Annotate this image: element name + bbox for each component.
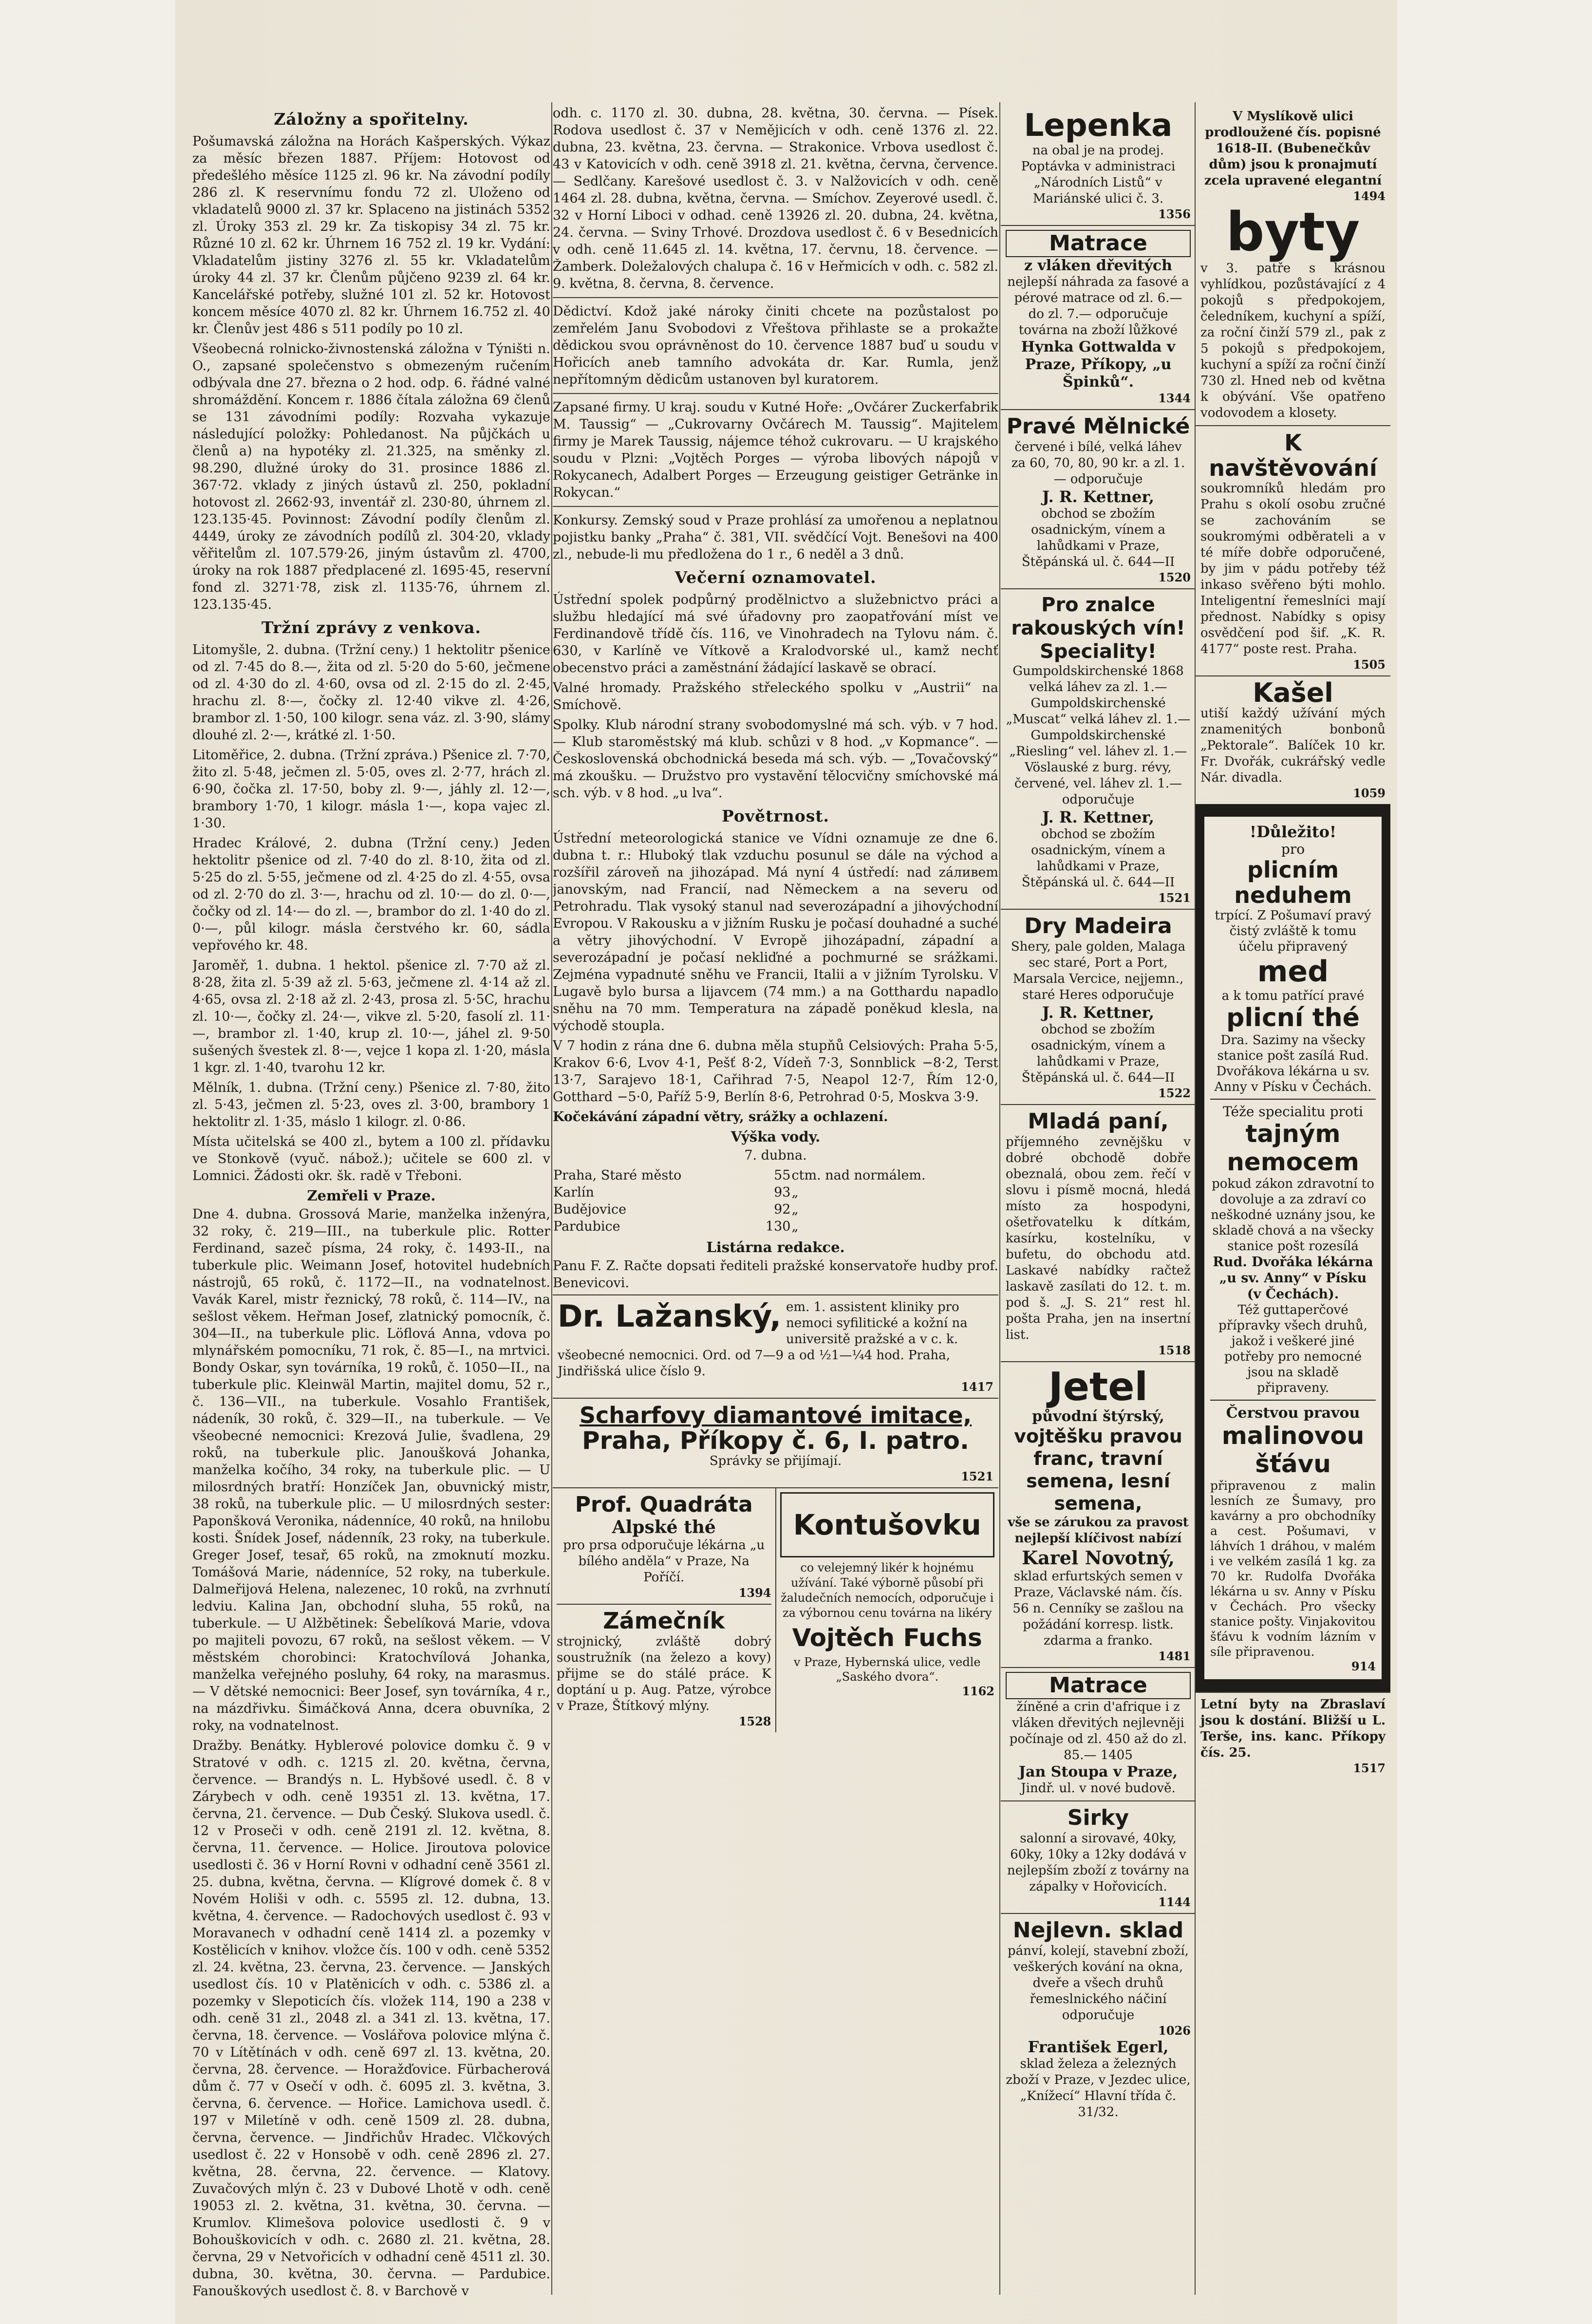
ad-matrace-firm: Hynka Gottwalda v Praze, Příkopy, „u Špinků“.	[1021, 338, 1176, 391]
ad-byty	[1196, 105, 1390, 425]
water-level-table	[553, 1167, 998, 1235]
water-level-place: Praha, Staré město	[553, 1168, 682, 1183]
section-heading-povetrnost: Povětrnost.	[721, 806, 830, 825]
ad-matrace-text: nejlepší náhrada za fasové a pérové matrace od zl. 6.— do zl. 7.— odporučuje továrna na zboží lůžkové	[1007, 275, 1189, 337]
ad-jetel-title: Jetel	[1049, 1364, 1148, 1409]
ad-kettner-text: obchod se zbožím osadnickým, vínem a lahůdkami v Praze, Štěpánská ul. č. 644—II	[1021, 506, 1175, 569]
water-level-note: „	[791, 1219, 799, 1234]
ad-znalce-title: Pro znalce rakouských vín! Speciality!	[1011, 594, 1185, 663]
ad-melnicke	[1001, 409, 1196, 588]
ad-sklad-text: pánví, kolejí, stavební zboží, veškerých kování na okna, dveře a všech druhů řemeslnického náčiní odporučuje	[1007, 1944, 1189, 2023]
article-text: Mělník, 1. dubna. (Tržní ceny.) Pšenice zl. 7·80, žito zl. 5·43, ječmen zl. 5·23, oves zl. 3·00, brambory 1 hektolitr zl. 1·35, máslo 1 kilogr. zl. 0·86.	[192, 1080, 550, 1129]
ad-matrace2-text: žíněné a crin d'afrique i z vláken dřevitých nejlevněji počínaje od zl. 450 až do zl. 85.— 1405	[1009, 1700, 1187, 1762]
ad-kettner-name: J. R. Kettner,	[1042, 1003, 1155, 1022]
ad-number: 1144	[1158, 1895, 1191, 1909]
article-text: Jaroměř, 1. dubna. 1 hektol. pšenice zl. 7·70 až zl. 8·28, žita zl. 5·39 až zl. 5·63, ječmene zl. 4·14 až zl. 4·65, ovsa zl. 2·18 až zl. 2·43, prosa zl. 5·5C, hrachu zl. 10·—, čočky zl. 24·—, vikve zl. 5·20, fasolí zl. 11·—, brambor zl. 1·40, krup zl. 10·—, jáhel zl. 9·50 sušených švestek zl. 8·—, vejce 1 kopa zl. 1·20, másla 1 kgr. zl. 1·40, tvarohu 12 kr.	[192, 958, 550, 1075]
ad-scharf-line1: Scharfovy diamantové imitace,	[579, 1402, 972, 1428]
water-level-place: Budějovice	[553, 1202, 627, 1217]
ad-number: 1162	[962, 1684, 994, 1698]
ad-zamecnik-title: Zámečník	[603, 1608, 725, 1634]
ad-mlada-pani-title: Mladá paní,	[1028, 1109, 1169, 1134]
ad-zamecnik	[557, 1604, 771, 1728]
ad-melnicke-text: červené i bílé, velká láhev za 60, 70, 80, 90 kr. a zl. 1.— odporučuje	[1011, 440, 1185, 487]
article-text: odh. c. 1170 zl. 30. dubna, 28. května, 30. června. — Písek. Rodova usedlost č. 37 v Nemějicích v odh. ceně 1376 zl. 22. dubna, 23. května, 23. června. — Strakonice. Vrbova usedlost č. 43 v Katovicích v odh. ceně 3918 zl. 21. května, června, července. — Sedlčany. Karešové usedlost č. 3. v Nalžovicích v odh. ceně 1464 zl. 28. dubna, května, června. — Smíchov. Zeyerové usedl. č. 32 v Horní Liboci v odhad. ceně 13926 zl. 20. dubna, 24. května, 24. června. — Sviny Trhové. Drozdova usedlost č. 6 v Besednicích v odh. ceně 11.645 zl. 14. května, 17. červnu, 18. července. — Žamberk. Doležalových chalupa č. 16 v Heřmicích v odh. c. 582 zl. 9. května, 8. června, 8. července.	[553, 106, 998, 291]
article-text: Kočekávání západní větry, srážky a ochlazení.	[553, 1109, 888, 1125]
water-level-row	[553, 1184, 998, 1201]
ad-nejlevnejsi-sklad	[1001, 1913, 1196, 2124]
ad-novotny-name: Karel Novotný,	[1022, 1547, 1175, 1569]
ad-number: 1481	[1158, 1649, 1191, 1663]
vyska-date: 7. dubna.	[744, 1148, 807, 1163]
ad-lazansky-text: em. 1. assistent kliniky pro nemoci syfilitické a kožní na universitě pražské a v c. k. všeobecné nemocnici. Ord. od 7—9 a od ½1—¼4 hod. Praha, Jindřišská ulice číslo 9.	[558, 1300, 968, 1379]
divider	[1210, 1099, 1376, 1100]
water-level-row	[553, 1218, 998, 1235]
ad-big-8: Dra. Sazimy na všecky stanice pošt zasílá Rud. Dvořákova lékárna u sv. Anny v Písku v Čechách.	[1214, 1033, 1372, 1094]
ad-znalce-text: Gumpoldskirchenské 1868 velká láhev za zl. 1.— Gumpoldskirchenské „Muscat“ velká láhev zl. 1.— Gumpoldskirchenské „Riesling“ vel. láhev zl. 1.— Vöslauské z burg. révy, červené, vel. láhev zl. 1.— odporučuje	[1006, 664, 1191, 807]
ad-matrace-title: Matrace	[1006, 230, 1191, 257]
ad-matrace	[1001, 225, 1196, 409]
ad-novotny-text: sklad erfurtských semen v Praze, Václavské nám. čís. 56 n. Cenníky se zašlou na požádání korresp. listk. zdarma a franko.	[1012, 1569, 1184, 1648]
ad-big-10: tajným nemocem	[1227, 1120, 1359, 1176]
ad-number: 914	[1351, 1659, 1376, 1673]
water-level-place: Karlín	[553, 1185, 594, 1200]
ad-sirky-title: Sirky	[1067, 1805, 1129, 1830]
ad-lepenka-title: Lepenka	[1024, 108, 1173, 144]
ad-matrace2-title: Matrace	[1006, 1672, 1191, 1699]
ad-quadrata-sub: Alpské thé	[612, 1517, 716, 1537]
ad-big-1: !Důležito!	[1249, 823, 1337, 841]
ad-number: 1059	[1353, 786, 1386, 800]
divider	[1210, 1400, 1376, 1401]
ad-navst-text: soukromníků hledám pro Prahu s okolí osobu zručné se zachováním se soukromými odběrateli a v té míře dobře odporučené, by jim v pádu potřeby též inkaso svěřeno býti mohlo. Inteligentní řemeslníci mají přednost. Nabídky s opisy osvědčení pod šif. „K. R. 4177“ poste rest. Praha.	[1200, 481, 1386, 656]
page-margin-right	[1397, 0, 1592, 2324]
ad-kasel	[1196, 675, 1390, 804]
ad-big-14: Čerstvou pravou	[1226, 1405, 1360, 1422]
ad-egerl-text: sklad železa a železných zboží v Praze, v Jezdec ulice, „Knížecí“ Hlavní třída č. 31/32.	[1006, 2057, 1191, 2119]
ad-madeira	[1001, 909, 1196, 1104]
ad-quadrata-title: Prof. Quadráta	[575, 1492, 753, 1517]
article-text: Dne 4. dubna. Grossová Marie, manželka inženýra, 32 roky, č. 219—III., na tuberkule plic. Rotter Ferdinand, sazeč písma, 24 roky, č. 1493-II., na tuberkule plic. Weimann Josef, hotovitel hudebních nástrojů, 65 roků, č. 1172—II., na vodnatelnost. Vavák Karel, mistr řeznický, 78 roků, č. 114—IV., na sešlost věkem. Heřman Josef, zlatnický pomocník, č. 304—II., na tuberkule plic. Löflová Anna, vdova po mlynářském pomocníku, 71 rok, č. 85—I., na mrtvici. Bondy Oskar, syn továrníka, 19 roků, č. 1050—II., na tuberkule plic. Kleinwäl Martin, majitel domu, 52 r., č. 136—VII., na tuberkule. Vosahlo František, nádeník, 30 roků, č. 329—II., na tuberkule. — Ve všeobecné nemocnici: Krezová Julie, švadlena, 29 roků, na tuberkule plic. Janoušková Johanka, manželka kočího, 34 roky, na tuberkule plic. — U milosrdných bratří: Honzíček Jan, obuvnický mistr, 38 roků, na tuberkule plic. — U milosrdných sester: Paponšková Veronika, nádenníce, 40 roků, na hnilobu kosti. Šnídek Josef, nádenník, 23 roky, na tuberkule. Greger Josef, tesař, 65 roků, na zmoknutí mozku. Tomášová Marie, nádenníce, 52 roky, na tuberkule. Dalmeřijová Helena, nalezenec, 10 roků, na zvrhnutí ledviu. Kalina Jan, obchodní sluha, 55 roků, na tuberkule. — U Alžbětinek: Šebelíková Marie, vdova po majiteli povozu, 67 roků, na sešlost věkem. — V městském chorobinci: Kratochvílová Johanka, manželka veřejného posluhy, 64 roky, na marasmus. — V dětské nemocnici: Beer Josef, syn továrníka, 4 r., na mázdřivku. Šimáčková Anna, dcera obuvníka, 2 roky, na vodnatelnost.	[192, 1207, 550, 1733]
divider	[553, 297, 998, 298]
ad-big-3: plicním neduhem	[1234, 857, 1352, 908]
ad-number: 1521	[1158, 891, 1191, 905]
ad-byty-intro: V Myslíkově ulici prodloužené čís. popisné 1618-II. (Bubenečkův dům) jsou k pronajmutí zcela upravené elegantní	[1204, 109, 1382, 188]
ad-scharf	[553, 1398, 998, 1487]
article-text: Místa učitelská se 400 zl., bytem a 100 zl. přídavku ve Stonkově (vyuč. nábož.); učitele se 600 zl. v Lomnici. Žádosti okr. šk. radě v Třeboni.	[192, 1134, 550, 1183]
ad-number: 1521	[961, 1469, 993, 1483]
ad-jetel-items: vojtěšku pravou franc, travní semena, lesní semena,	[1014, 1425, 1182, 1514]
section-heading-trzni: Tržní zprávy z venkova.	[261, 618, 482, 637]
water-level-place: Pardubice	[553, 1219, 620, 1234]
ad-big-5: med	[1257, 955, 1329, 989]
ad-navstevovani	[1196, 425, 1390, 675]
ad-kontusovka-title: Kontušovku	[780, 1492, 995, 1557]
ad-melnicke-title: Pravé Mělnické	[1006, 414, 1190, 439]
ad-egerl-name: František Egerl,	[1028, 2038, 1169, 2056]
water-level-val: 130	[765, 1219, 791, 1234]
article-text: Dědictví. Kdož jaké nároky činiti chcete na pozůstalost po zemřelém Janu Svobodovi z Vřeštova přihlaste se a prokažte dědickou svou oprávněnost do 10. července 1887 buď u soudu v Hořicích aneb tamního advokáta dr. Kar. Rumla, jenž nepřítomným dědicům ustanoven byl kuratorem.	[553, 304, 998, 387]
column-1	[192, 105, 550, 2305]
ad-sklad-title: Nejlevn. sklad	[1012, 1918, 1184, 1943]
ad-number: 1528	[738, 1714, 771, 1728]
ad-scharf-line3: Správky se přijímají.	[709, 1454, 842, 1468]
ad-big-12: Rud. Dvořáka lékárna „u sv. Anny“ v Písku (v Čechách).	[1213, 1255, 1373, 1302]
ad-big-16: připravenou z malin lesních ze Šumavy, pro kavárny a pro obchodníky a cest. Pošumavi, v láhvích 1 dráhou, v malém i ve velkém zasílá 1 kg. za 70 kr. Rudolfa Dvořáka lékárna u sv. Anny v Písku v Čechách. Pro všecky stanice pošty. Vinjakovitou šťávu k vodním lázním v síle připravenou.	[1210, 1479, 1376, 1659]
section-heading-zalozny: Záložny a spořitelny.	[274, 110, 469, 129]
ad-kettner-text: obchod se zbožím osadnickým, vínem a lahůdkami v Praze, Štěpánská ul. č. 644—II	[1021, 1022, 1175, 1085]
ad-big-15: malinovou šťávu	[1221, 1422, 1365, 1478]
ad-sirky-text: salonní a sirovavé, 40ky, 60ky, 10ky a 12ky dodává v nejlepším zboží z továrny na zápalky v Hořovicích.	[1007, 1831, 1190, 1894]
ad-znalce	[1001, 588, 1196, 909]
water-level-note: „	[791, 1185, 799, 1200]
article-text: Všeobecná rolnicko-živnostenská záložna v Týništi n. O., zapsané společenstvo s obmezeným ručením odbývala dne 27. března o 2 hod. odp. 6. řádné valné shromáždění. Koncem r. 1886 čítala záložna 69 členů se 131 závodními podíly: Rozvaha vykazuje následující položky: Pohledanost. Na půjčkách u členů a) na hypotéky zl. 21.325, na směnky zl. 98.290, dlužné úroky do 31. prosince 1886 zl. 367·72. vklady z jiných ústavů zl. 250, pokladní hotovost zl. 2662·93, inventář zl. 230·80, úhrnem zl. 123.135·45. Povinnost: Závodní podíly členům zl. 4449, úroky ze závodních podílů zl. 304·20, vklady věřitelům zl. 107.579·26, jiným ústavům zl. 4700, úroky na rok 1887 předplacené zl. 1695·45, reservní fond zl. 3271·78, zisk zl. 1135·76, úhrnem zl. 123.135·45.	[192, 341, 550, 612]
ad-scharf-line2: Praha, Příkopy č. 6, I. patro.	[582, 1426, 969, 1455]
water-level-val: 93	[774, 1185, 791, 1200]
ad-quadrata-text: pro prsa odporučuje lékárna „u bílého anděla“ v Praze, Na Poříčí.	[563, 1538, 765, 1585]
water-level-val: 92	[774, 1202, 791, 1217]
ad-number: 1026	[1158, 2024, 1191, 2038]
water-level-note: „	[791, 1202, 799, 1217]
water-level-note: ctm. nad normálem.	[791, 1168, 926, 1183]
column-2	[553, 105, 998, 2305]
article-text: Hradec Králové, 2. dubna (Tržní ceny.) Jeden hektolitr pšenice od zl. 7·40 do zl. 8·10, žita od zl. 5·25 do zl. 5·55, ječmene od zl. 4·25 do zl. 4·55, ovsa od zl. 2·70 do zl. 3·—, hrachu od zl. 10·— do zl. 0·—, čočky od zl. 14·— do zl. —, brambor do zl. 1·40 do zl. 0·—, půl kilogr. másla čerstvého kr. 60, sádla vepřového kr. 48.	[192, 836, 550, 953]
ad-zamecnik-text: strojnický, zvláště dobrý soustružník (na železo a kovy) přijme se do stálé práce. K doptání u p. Aug. Patze, výrobce v Praze, Štítkový mlýny.	[557, 1634, 771, 1713]
ad-number: 1517	[1353, 1761, 1386, 1775]
ad-number: 1522	[1158, 1086, 1191, 1100]
ad-dvorak-lekarna	[1196, 804, 1390, 1692]
article-text: V 7 hodin z rána dne 6. dubna měla stupňů Celsiových: Praha 5·5, Krakov 6·6, Lvov 4·1, Pešť 8·2, Vídeň 7·3, Sonnblick −8·2, Terst 13·7, Sarajevo 18·1, Cařihrad 7·5, Neapol 12·7, Řím 12·0, Gotthard −5·0, Paříž 5·9, Berlín 8·6, Petrohrad 0·5, Moskva 3·9.	[553, 1038, 998, 1105]
column-rule	[999, 102, 1000, 2295]
column-4	[1196, 105, 1390, 2305]
ad-sirky	[1001, 1800, 1196, 1913]
ad-stoupa-text: Jindř. ul. v nové budově.	[1021, 1781, 1176, 1796]
ad-kasel-text: utiší každý užívání mých znamenitých bonbonů „Pektorale“. Balíček 10 kr. Fr. Dvořák, cukrářský vedle Nár. divadla.	[1200, 706, 1386, 785]
ad-stoupa-name: Jan Stoupa v Praze,	[1018, 1763, 1178, 1780]
ad-kettner-text: obchod se zbožím osadnickým, vínem a lahůdkami v Praze, Štěpánská ul. č. 644—II	[1021, 827, 1175, 890]
ad-number: 1520	[1158, 570, 1191, 584]
ad-lazansky	[553, 1294, 998, 1398]
ad-navst-title: K navštěvování	[1209, 430, 1377, 481]
ad-fuchs-name: Vojtěch Fuchs	[792, 1624, 982, 1652]
ad-number: 1417	[961, 1380, 993, 1394]
ad-jetel-text: vše se zárukou za pravost nejlepší klíčivost nabízí	[1008, 1515, 1189, 1546]
article-text: Konkursy. Zemský soud v Praze prohlásí za umořenou a neplatnou pojistku banky „Praha“ č. 381, VII. svědčící Vojt. Benešovi na 400 zl., nebude-li mu předložena do 1 r., 6 neděl a 3 dnů.	[553, 513, 998, 562]
water-level-row	[553, 1201, 998, 1218]
divider	[553, 393, 998, 394]
page-margin-left	[0, 0, 175, 2324]
ad-big-4: trpící. Z Pošumaví pravý čistý zvláště k tomu účelu připravený	[1215, 908, 1371, 954]
section-heading-zemreli: Zemřeli v Praze.	[307, 1187, 436, 1204]
article-text: Ústřední spolek podpůrný prodělnictvo a služebnictvo práci a službu hledající má své úřadovny pro zaopatřování míst ve Ferdinandově třídě čís. 116, ve Vinohradech na Tylovu nám. č. 630, v Karlíně ve Vítkově a Kralodvorské ul., kamž nechť obecenstvo práci a zaměstnání žádající laskavě se obrací.	[553, 592, 998, 675]
ad-letni-byty	[1196, 1692, 1390, 1779]
water-level-val: 55	[774, 1168, 791, 1183]
ad-madeira-text: Shery, pale golden, Malaga sec staré, Port a Port, Marsala Vercice, nejjemn., staré Heres odporučuje	[1011, 939, 1186, 1002]
ad-big-6: a k tomu patřící pravé	[1221, 989, 1365, 1003]
ad-kettner-name: J. R. Kettner,	[1042, 487, 1155, 506]
article-text: Pošumavská záložna na Horách Kašperských. Výkaz za měsíc březen 1887. Příjem: Hotovost od předešlého měsíce 1125 zl. 96 kr. Na závodní podíly 286 zl. K reservnímu fondu 72 zl. Uloženo od vkladatelů 9000 zl. 37 kr. Splaceno na jistinách 5352 zl. Úroky 353 zl. 29 kr. Za tiskopisy 34 zl. 75 kr. Různé 10 zl. 62 kr. Úhrnem 16 752 zl. 19 kr. Vydání: Vkladatelům jistiny 3276 zl. 55 kr. Vkladatelům úroky 44 zl. 37 kr. Členům půjčeno 9239 zl. 64 kr. Kancelářské potřeby, služné 101 zl. 52 kr. Hotovost koncem měsíce 4070 zl. 82 kr. Úhrnem 16.752 zl. 40 kr. Členův jest 486 s 511 podíly po 10 zl.	[192, 134, 550, 337]
article-text: Zapsané firmy. U kraj. soudu v Kutné Hoře: „Ovčárer Zuckerfabrik M. Taussig“ — „Cukrovarny Ovčárech M. Taussig“. Majitelem firmy je Marek Taussig, nájemce téhož cukrovaru. — U krajského soudu v Plzni: „Vojtěch Porges — výroba libových nápojů v Rokycanech, Adalbert Porges — Erzeugung geistiger Getränke in Rokycan.“	[553, 400, 998, 500]
ad-jetel	[1001, 1361, 1196, 1667]
ad-kasel-title: Kašel	[1253, 677, 1333, 708]
article-text: Panu F. Z. Račte dopsati řediteli pražské konservatoře hudby prof. Benevicovi.	[553, 1258, 998, 1291]
ad-big-2: pro	[1281, 841, 1305, 857]
ad-number: 1344	[1158, 391, 1191, 405]
ad-dvorak-inner	[1204, 817, 1382, 1679]
ad-mlada-pani	[1001, 1104, 1196, 1361]
ad-fuchs-addr: v Praze, Hybernská ulice, vedle „Saského dvora“.	[793, 1655, 981, 1684]
ad-byty-title: byty	[1226, 201, 1360, 263]
ad-big-9: Téže specialitu proti	[1223, 1104, 1363, 1120]
ad-number: 1356	[1158, 207, 1191, 221]
section-heading-vyska: Výška vody.	[730, 1128, 821, 1145]
ad-row	[553, 1487, 998, 1732]
section-heading-vecerni: Večerní oznamovatel.	[674, 568, 877, 587]
ad-lepenka-text: na obal je na prodej. Poptávka v administraci „Národních Listů“ v Mariánské ulici č. 3.	[1021, 143, 1176, 206]
article-text: Litoměřice, 2. dubna. (Tržní zpráva.) Pšenice zl. 7·70, žito zl. 5·48, ječmen zl. 5·05, oves zl. 2·77, hrách zl. 6·90, čočka zl. 17·50, boby zl. 9·—, jáhly zl. 12·—, brambory 1·70, 1 kilogr. másla 1·—, kopa vajec zl. 1·30.	[192, 748, 550, 831]
ad-number: 1505	[1353, 657, 1386, 672]
ad-matrace-sub: z vláken dřevitých	[1024, 257, 1172, 274]
ad-big-13: Též guttaperčové přípravky všech druhů, jakož i veškeré jiné potřeby pro nemocné jsou na skladě připraveny.	[1218, 1303, 1367, 1395]
article-text: Spolky. Klub národní strany svobodomyslné má sch. výb. v 7 hod. — Klub staroměstský má klub. schůzi v 8 hod. „v Kopmance“. — Československá obchodnická beseda má sch. výb. — „Tovačovský“ má zkoušku. — Družstvo pro vystavění tělocvičny smíchovské má sch. výb. v 8 hod. „u lva“.	[553, 717, 998, 801]
column-3	[1001, 105, 1196, 2305]
ad-kontusovka-text: co velejemný likér k hojnému užívání. Také výborně působí při žaludečních nemocích, odporučuje i za výbornou cenu továrna na likéry	[781, 1561, 994, 1620]
article-text: Dražby. Benátky. Hyblerové polovice domku č. 9 v Stratové v odh. c. 1215 zl. 20. května, června, července. — Brandýs n. L. Hybšové usedl. č. 8 v Zárybech v odh. ceně 19351 zl. 13. května, 17. června, 21. července. — Dub Český. Slukova usedl. č. 12 v Proseči v odh. ceně 2191 zl. 12. května, 8. června, 11. července. — Holice. Jiroutova polovice usedlosti č. 36 v Horní Rovni v odhadní ceně 3561 zl. 25. dubna, května, června. — Klígrové domek č. 8 v Novém Holiši v odh. c. 5595 zl. 12. dubna, 13. května, 4. července. — Radochových usedlost č. 93 v Moravanech v odhadní ceně 1414 zl. a pozemky v Kostělicích v knihov. vložce čís. 100 v odh. ceně 5352 zl. 24. května, 23. června, 23. července. — Janských usedlost čís. 10 v Platěnicích v odh. c. 5386 zl. a pozemky v Slepoticích čís. vložek 114, 190 a 238 v odh. ceně 31 zl., 2048 zl. a 341 zl. 13. května, 17. června, 18. července. — Voslářova polovice mlýna č. 70 v Lítětínách v odh. ceně 697 zl. 13. května, 20. června, 28. července. — Horažďovice. Fürbacherová dům č. 77 v Osečí v odh. č. 6095 zl. 3. května, 3. června, 6. července. — Hořice. Lamichova usedl. č. 197 v Miletíně v odh. ceně 1509 zl. 28. dubna, června, července. — Jindřichův Hradec. Vlčkových usedlost č. 22 v Honsobě v odh. ceně 2896 zl. 27. května, 28. června, 22. července. — Klatovy. Zuvačových mlýn č. 23 v Dubové Lhotě v odh. ceně 19053 zl. 2. května, 31. května, 30. června. — Krumlov. Klimešova polovice usedlosti č. 9 v Bohouškovicích v odh. c. 2680 zl. 21. května, 28. června, 29 v Netvořicích v odhadní ceně 4511 zl. 30. dubna, 30. května, 30. června. — Pardubice. Fanouškových usedlost č. 8. v Barchově v	[192, 1738, 550, 2299]
ad-madeira-title: Dry Madeira	[1024, 914, 1172, 938]
divider	[553, 506, 998, 507]
ad-quadrata	[553, 1488, 776, 1732]
ad-letni-text: Letní byty na Zbraslaví jsou k dostání. Bližší u L. Terše, ins. kanc. Příkopy čís. 25.	[1200, 1697, 1386, 1760]
section-heading-listarna: Listárna redakce.	[706, 1239, 845, 1256]
article-text: Valné hromady. Pražského střeleckého spolku v „Austrii“ na Smíchově.	[553, 680, 998, 712]
column-rule	[551, 102, 552, 2295]
water-level-row	[553, 1167, 998, 1184]
article-text: Ústřední meteorologická stanice ve Vídni oznamuje ze dne 6. dubna t. r.: Hluboký tlak vzduchu posunul se dále na východ a rozšířil zároveň na jihozápad. Má nyní 4 ústředí: nad záливem janovským, nad Francií, nad Německem a na severu od Petrohradu. Tlak vysoký stanul nad severozápadní a jihovýchodní Evropou. V Rakousku a v jižním Rusku je počasí douhadné a suché a větry jihovýchodní. V Evropě jihozápadní, západní a severozápadní je počasí nekliďné a pochmurné se srážkami. Zejména vypadnuté sněhu ve Francii, Italii a v jižním Tyrolsku. V Lugavě bylo bursa a lijavcem (74 mm.) a na Gotthardu napadlo sněhu na 70 mm. Temperatura na západě poněkud klesla, na východě stoupla.	[553, 831, 998, 1033]
ad-number: 1394	[738, 1586, 771, 1600]
ad-matrace-2	[1001, 1667, 1196, 1800]
ad-lazansky-name: Dr. Lažanský,	[558, 1298, 782, 1334]
ad-byty-text: v 3. patře s krásnou vyhlídkou, pozůstávající z 4 pokojů s předpokojem, čeledníkem, kuchyní a spíží, za roční činží 579 zl., pak z 5 pokojů s předpokojem, kuchyní a spíží za roční činží 730 zl. Hned neb od května k obývání. Vše opatřeno vodovodem a klosety.	[1200, 261, 1386, 420]
ad-number: 1518	[1158, 1343, 1191, 1357]
ad-kontusovka	[776, 1488, 999, 1732]
ad-jetel-sub: původní štýrský,	[1032, 1408, 1164, 1425]
article-text: Litomyšle, 2. dubna. (Tržní ceny.) 1 hektolitr pšenice od zl. 7·45 do 8.—, žita od zl. 5·20 do 5·60, ječmene od zl. 4·30 do zl. 4·60, ovsa od zl. 2·15 do zl. 2·45, hrachu zl. 8·—, čočky zl. 12·40 vikve zl. 4·26, brambor zl. 1·50, 100 kilogr. sena váz. zl. 3·90, slámy dlouhé zl. 2·—, krátké zl. 1·50.	[192, 642, 550, 743]
ad-lepenka	[1001, 105, 1196, 225]
ad-big-11: pokud zákon zdravotní to dovoluje a za zdraví co neškodné uznány jsou, ke skladě chová a na všecky stanice pošt rozesílá	[1211, 1177, 1375, 1254]
ad-big-7: plicní thé	[1226, 1003, 1360, 1032]
ad-mlada-pani-text: příjemného zevnějšku v dobré obchodě dobře obeznalá, obou zem. řečí v slovu i písmě mocná, hledá místo za hospodyni, ošetřovatelku k dítkám, kasírku, kostelníku, v bufetu, do obchodu atd. Laskavé nabídky račtež laskavě zasílati do 12. t. m. pod š. „J. S. 21“ rest hl. pošta Praha, jen na insertní list.	[1006, 1135, 1191, 1342]
ad-kettner-name: J. R. Kettner,	[1042, 808, 1155, 826]
ad-number: 1494	[1353, 189, 1386, 203]
